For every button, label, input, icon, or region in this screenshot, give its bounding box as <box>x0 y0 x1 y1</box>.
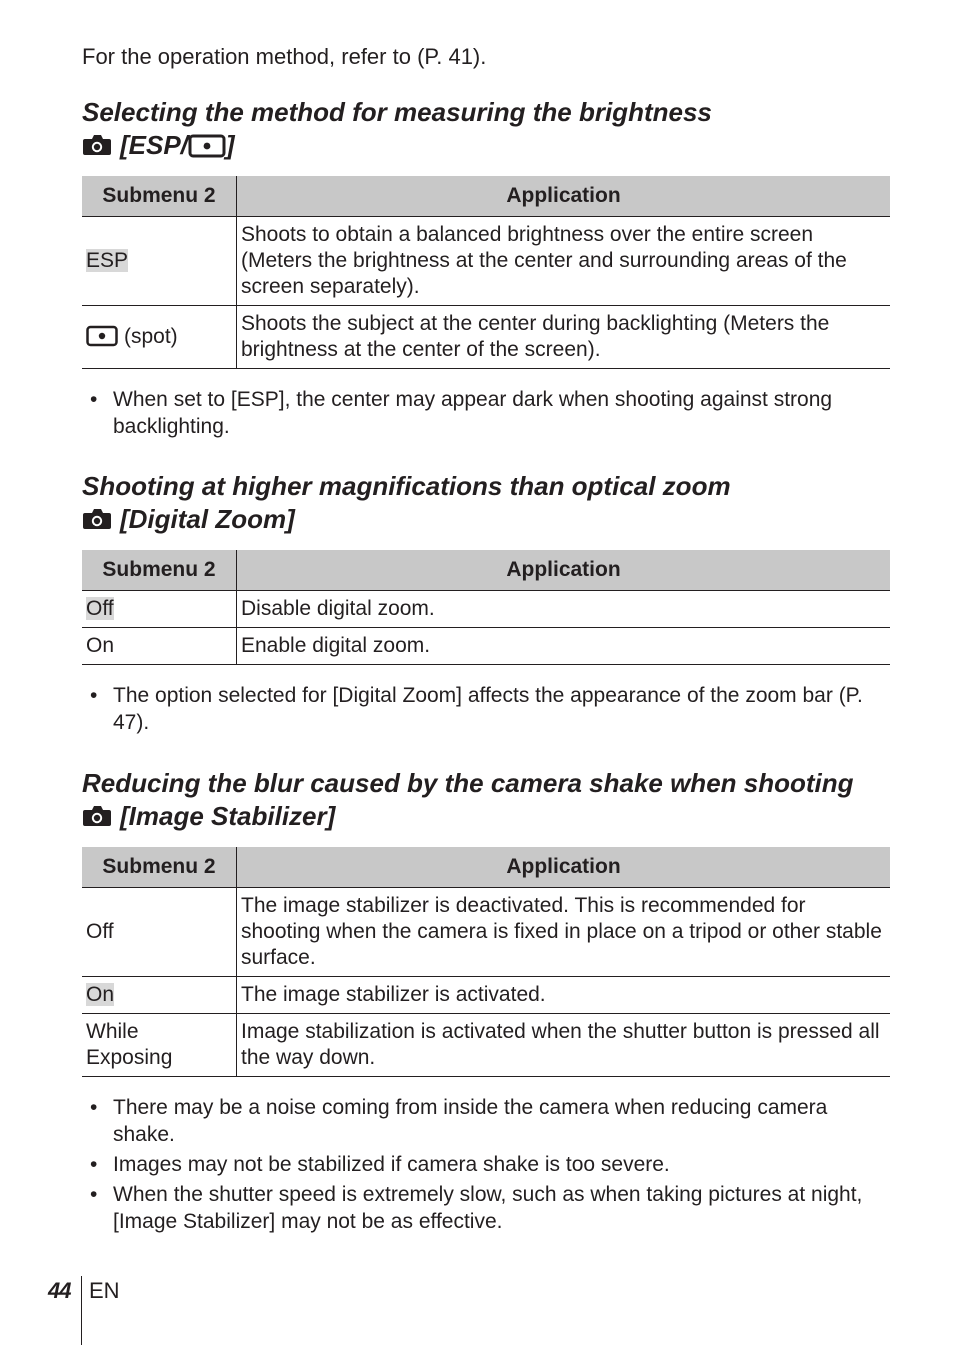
camera-icon <box>82 508 112 530</box>
notes-list <box>82 386 890 440</box>
heading-option-suffix: ] <box>225 130 235 160</box>
table-row <box>82 217 890 306</box>
option-label-default: On <box>86 983 115 1006</box>
option-cell <box>82 306 237 369</box>
footer-divider <box>81 1276 82 1345</box>
intro-text: For the operation method, refer to (P. 41). <box>82 44 487 69</box>
heading-line: Selecting the method for measuring the brightness <box>82 97 712 127</box>
bullet-icon: • <box>90 684 98 707</box>
heading-line <box>82 503 890 536</box>
section-digital-zoom <box>82 470 890 739</box>
column-header-application: Application <box>237 550 891 591</box>
section-heading-image-stabilizer <box>82 767 890 833</box>
list-item <box>82 1094 890 1148</box>
description-cell: Image stabilization is activated when the shutter button is pressed all the way down. <box>237 1014 891 1077</box>
heading-line <box>82 129 890 162</box>
section-metering <box>82 96 890 443</box>
option-label-default: ESP <box>86 249 129 272</box>
description-cell: The image stabilizer is deactivated. This is recommended for shooting when the camera is fixed in place on a tripod or other stable surface. <box>237 888 891 977</box>
options-table <box>82 847 890 1077</box>
option-cell <box>82 888 237 977</box>
table-row <box>82 591 890 628</box>
option-label-default: Off <box>86 597 114 620</box>
column-header-application: Application <box>237 847 891 888</box>
list-item <box>82 1181 890 1235</box>
spot-metering-icon <box>188 134 226 158</box>
spot-metering-icon <box>86 325 118 347</box>
options-table <box>82 176 890 369</box>
camera-icon <box>82 134 112 156</box>
note-text: The option selected for [Digital Zoom] affects the appearance of the zoom bar (P. 47). <box>113 684 863 734</box>
table-row <box>82 1014 890 1077</box>
section-heading-metering <box>82 96 890 162</box>
description-cell: The image stabilizer is activated. <box>237 977 891 1014</box>
description-cell: Disable digital zoom. <box>237 591 891 628</box>
description-cell: Shoots to obtain a balanced brightness over the entire screen (Meters the brightness at the center and surrounding areas of the screen separately). <box>237 217 891 306</box>
table-header-row <box>82 550 890 591</box>
table-header-row <box>82 176 890 217</box>
table-row <box>82 888 890 977</box>
table-row <box>82 977 890 1014</box>
list-item <box>82 386 890 440</box>
language-code: EN <box>89 1278 120 1303</box>
bullet-icon: • <box>90 1096 98 1119</box>
option-cell <box>82 628 237 665</box>
heading-line <box>82 800 890 833</box>
option-label: On <box>86 634 115 657</box>
column-header-submenu: Submenu 2 <box>82 176 237 217</box>
bullet-icon: • <box>90 1153 98 1176</box>
description-cell: Shoots the subject at the center during backlighting (Meters the brightness at the center of the screen). <box>237 306 891 369</box>
note-text: Images may not be stabilized if camera shake is too severe. <box>113 1153 670 1176</box>
page-number: 44 <box>48 1278 71 1303</box>
option-label: Off <box>86 920 114 943</box>
note-text: When set to [ESP], the center may appear dark when shooting against strong backlighting. <box>113 388 833 438</box>
column-header-application: Application <box>237 176 891 217</box>
notes-list <box>82 682 890 736</box>
option-label: (spot) <box>124 325 178 348</box>
notes-list <box>82 1094 890 1235</box>
table-row <box>82 306 890 369</box>
option-cell <box>82 591 237 628</box>
section-heading-digital-zoom <box>82 470 890 536</box>
bullet-icon: • <box>90 1183 98 1206</box>
heading-line: Reducing the blur caused by the camera shake when shooting <box>82 768 854 798</box>
bullet-icon: • <box>90 388 98 411</box>
heading-line: Shooting at higher magnifications than optical zoom <box>82 471 731 501</box>
option-label: While Exposing <box>86 1020 173 1069</box>
option-cell <box>82 217 237 306</box>
note-text: When the shutter speed is extremely slow, such as when taking pictures at night, [Image Stabilizer] may not be as effective. <box>113 1183 863 1233</box>
heading-option-prefix: [ESP/ <box>120 130 188 160</box>
list-item <box>82 1151 890 1178</box>
option-cell <box>82 1014 237 1077</box>
section-image-stabilizer <box>82 767 890 1238</box>
table-row <box>82 628 890 665</box>
options-table <box>82 550 890 665</box>
table-header-row <box>82 847 890 888</box>
column-header-submenu: Submenu 2 <box>82 847 237 888</box>
camera-icon <box>82 805 112 827</box>
heading-option: [Image Stabilizer] <box>120 801 336 831</box>
option-cell <box>82 977 237 1014</box>
description-cell: Enable digital zoom. <box>237 628 891 665</box>
heading-option: [Digital Zoom] <box>120 504 295 534</box>
list-item <box>82 682 890 736</box>
column-header-submenu: Submenu 2 <box>82 550 237 591</box>
note-text: There may be a noise coming from inside the camera when reducing camera shake. <box>113 1096 828 1146</box>
